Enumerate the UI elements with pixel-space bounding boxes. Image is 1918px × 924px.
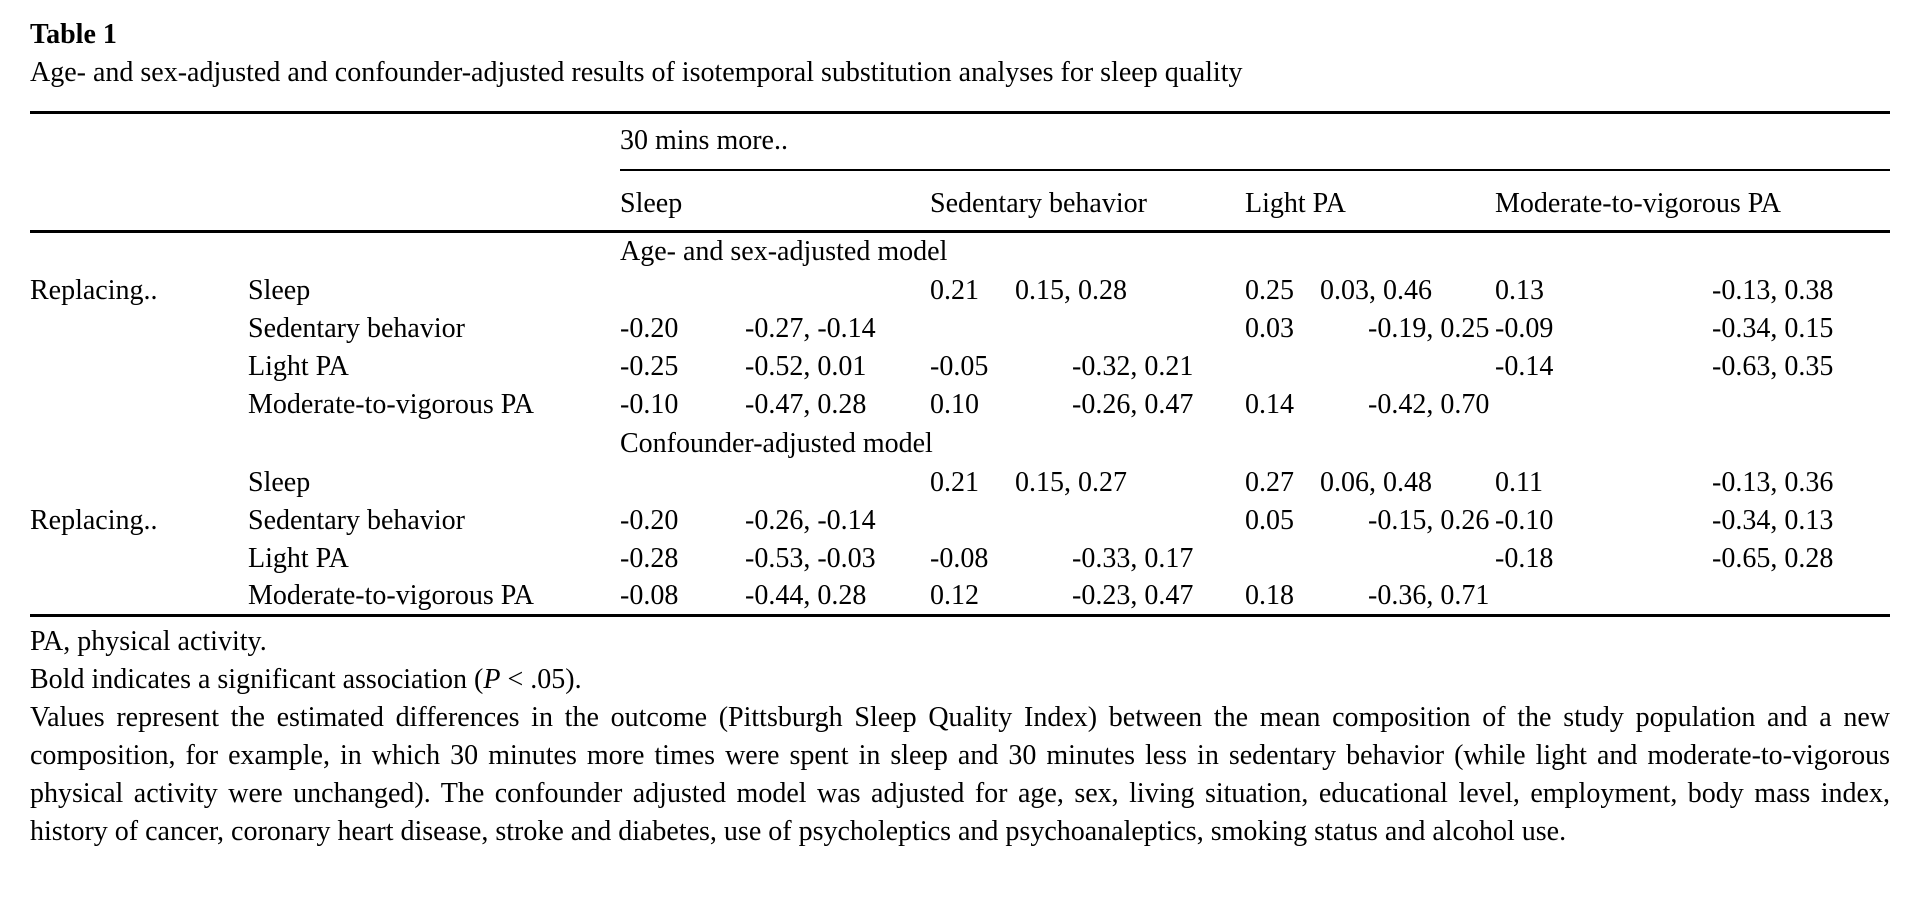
estimate-cell: -0.05 [930,350,989,382]
section-title: Confounder-adjusted model [620,427,933,459]
activity-cell: Moderate-to-vigorous PA [248,388,534,420]
replacing-cell [30,386,248,424]
estimate-cell [1495,386,1625,424]
ci-cell: 0.15, 0.27 [1015,466,1127,498]
activity-cell: Light PA [248,542,349,574]
ci-cell: -0.13, 0.36 [1712,466,1834,498]
estimate-cell: 0.11 [1495,466,1543,498]
replacing-cell [30,464,248,502]
ci-cell: -0.63, 0.35 [1712,350,1834,382]
replacing-cell [30,540,248,578]
ci-cell: -0.42, 0.70 [1368,388,1490,420]
estimate-cell: 0.10 [930,388,979,420]
estimate-cell: -0.08 [930,542,989,574]
ci-cell [700,272,930,310]
ci-cell: -0.26, -0.14 [745,504,876,536]
column-group-header-lightpa: Light PA [1245,170,1495,232]
activity-cell: Sedentary behavior [248,312,465,344]
footnote-bold-note-post: < .05). [500,664,582,695]
ci-cell [1015,502,1245,540]
table-label: Table 1 [30,19,117,50]
ci-cell: -0.33, 0.17 [1072,542,1194,574]
column-group-header-sleep: Sleep [620,170,930,232]
ci-cell: -0.19, 0.25 [1368,312,1490,344]
estimate-cell: 0.12 [930,579,979,611]
ci-cell [1625,386,1890,424]
footnote-bold-note-pre: Bold indicates a significant association ( [30,664,484,695]
table-row [30,386,1890,424]
activity-cell: Moderate-to-vigorous PA [248,579,534,611]
column-group-header-mvpa: Moderate-to-vigorous PA [1495,170,1890,232]
replacing-cell [30,578,248,616]
ci-cell: -0.44, 0.28 [745,579,867,611]
ci-cell: -0.23, 0.47 [1072,579,1194,611]
table-caption: Age- and sex-adjusted and confounder-adjusted results of isotemporal substitution analyses for sleep quality [30,57,1243,88]
table-row [30,348,1890,386]
table-row [30,578,1890,616]
spanner-header: 30 mins more.. [620,113,1890,170]
table-row [30,310,1890,348]
table-row [30,272,1890,310]
estimate-cell: 0.03 [1245,312,1294,344]
table-row [30,464,1890,502]
estimate-cell: -0.10 [1495,504,1554,536]
section-title: Age- and sex-adjusted model [620,236,948,268]
spanner-stub-cell [30,113,620,170]
column-group-header-sedentary: Sedentary behavior [930,170,1245,232]
estimate-cell: 0.13 [1495,274,1544,306]
replacing-cell [30,348,248,386]
estimate-cell: 0.21 [930,466,979,498]
replacing-cell: Replacing.. [30,504,158,536]
replacing-cell [30,310,248,348]
ci-cell: -0.65, 0.28 [1712,542,1834,574]
column-header-row [30,170,1890,232]
estimate-cell: -0.20 [620,504,679,536]
ci-cell: -0.47, 0.28 [745,388,867,420]
ci-cell: -0.52, 0.01 [745,350,867,382]
ci-cell [1625,578,1890,616]
ci-cell: -0.32, 0.21 [1072,350,1194,382]
section-title-row [30,424,1890,464]
estimate-cell: -0.28 [620,542,679,574]
estimate-cell: -0.08 [620,579,679,611]
ci-cell: 0.03, 0.46 [1320,274,1432,306]
activity-cell: Sleep [248,466,311,498]
footnote-values-note: Values represent the estimated differences in the outcome (Pittsburgh Sleep Quality Index) between the mean composition of the study population and a new composition, for example, in which 30 minutes more times were spent in sleep and 30 minutes less in sedentary behavior (while light and moderate-to-vigorous physical activity were unchanged). The confounder adjusted model was adjusted for age, sex, living situation, educational level, employment, body mass index, history of cancer, coronary heart disease, stroke and diabetes, use of psycholeptics and psychoanaleptics, smoking status and alcohol use. [30,702,1890,847]
section-stub-cell [30,424,620,464]
activity-cell: Sleep [248,274,311,306]
ci-cell: -0.36, 0.71 [1368,579,1490,611]
estimate-cell [1495,578,1625,616]
estimate-cell: 0.21 [930,274,979,306]
section-title-row [30,232,1890,272]
estimate-cell: 0.05 [1245,504,1294,536]
ci-cell: -0.13, 0.38 [1712,274,1834,306]
estimate-cell [620,272,700,310]
estimate-cell: 0.25 [1245,274,1294,306]
table-row [30,502,1890,540]
ci-cell [700,464,930,502]
ci-cell: -0.34, 0.15 [1712,312,1834,344]
ci-cell: -0.27, -0.14 [745,312,876,344]
ci-cell: 0.15, 0.28 [1015,274,1127,306]
estimate-cell: -0.09 [1495,312,1554,344]
ci-cell: 0.06, 0.48 [1320,466,1432,498]
spanner-row [30,113,1890,170]
activity-cell: Sedentary behavior [248,504,465,536]
ci-cell [1320,540,1495,578]
activity-cell: Light PA [248,350,349,382]
estimate-cell [930,502,1015,540]
table-row [30,540,1890,578]
estimate-cell: -0.25 [620,350,679,382]
estimate-cell: 0.27 [1245,466,1294,498]
estimate-cell: -0.20 [620,312,679,344]
replacing-cell: Replacing.. [30,274,158,306]
estimate-cell: -0.10 [620,388,679,420]
estimate-cell: -0.18 [1495,542,1554,574]
colhead-stub-cell [30,170,620,232]
results-table [30,111,1890,617]
ci-cell: -0.34, 0.13 [1712,504,1834,536]
footnote-abbreviation: PA, physical activity. [30,626,267,657]
footnote-bold-note [30,661,1890,699]
estimate-cell [1245,540,1320,578]
estimate-cell: 0.18 [1245,579,1294,611]
ci-cell [1320,348,1495,386]
footnotes [30,623,1890,851]
estimate-cell [930,310,1015,348]
estimate-cell [1245,348,1320,386]
ci-cell: -0.26, 0.47 [1072,388,1194,420]
ci-cell [1015,310,1245,348]
ci-cell: -0.15, 0.26 [1368,504,1490,536]
estimate-cell [620,464,700,502]
footnote-p-symbol: P [483,664,501,695]
ci-cell: -0.53, -0.03 [745,542,876,574]
estimate-cell: -0.14 [1495,350,1554,382]
section-stub-cell [30,232,620,272]
estimate-cell: 0.14 [1245,388,1294,420]
